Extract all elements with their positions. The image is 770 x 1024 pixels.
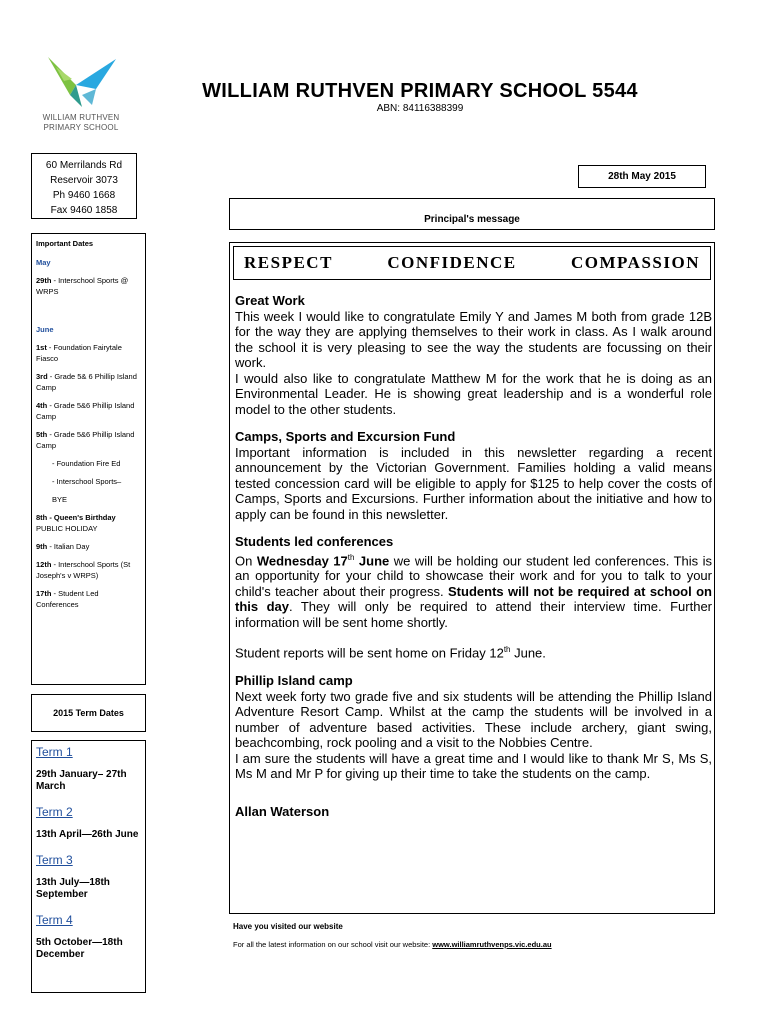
paragraph: On Wednesday 17th June we will be holding our student led conferences. This is an opportunity for your child to showcase their work and for you to talk to your child's teacher about their progress. Students will not be required at school on this day. They will only be required to attend their interview time. Further information will be sent home shortly. [235, 552, 713, 630]
paragraph: I would also like to congratulate Matthew M for the work that he is doing as an Environmental Leader. He is showing great leadership and is a wonderful role model to the other students. [235, 370, 712, 417]
address-suburb: Reservoir 3073 [50, 175, 118, 186]
date-sub-event: BYE [52, 495, 68, 504]
term-dates-title-box [31, 694, 146, 732]
term-4-range: 5th October—18th December [36, 937, 123, 960]
term-2-range: 13th April—26th June [36, 829, 139, 840]
month-label-june: June [36, 325, 54, 334]
section-title: Great Work [235, 293, 305, 308]
term-dates-title: 2015 Term Dates [53, 708, 124, 718]
school-title: WILLIAM RUTHVEN PRIMARY SCHOOL 5544 [202, 80, 638, 102]
date-event: 12th - Interschool Sports (St Joseph's v WRPS) [36, 560, 131, 580]
date-event: 8th - Queen's Birthday PUBLIC HOLIDAY [36, 513, 116, 533]
value-compassion: COMPASSION [571, 253, 700, 272]
website-description: For all the latest information on our school visit our website: [233, 940, 433, 949]
principal-message-body [229, 242, 715, 914]
date-event: 3rd - Grade 5& 6 Phillip Island Camp [36, 372, 137, 392]
term-2-link[interactable]: Term 2 [36, 805, 73, 819]
paragraph: Student reports will be sent home on Friday 12th June. [235, 645, 546, 661]
paragraph: Important information is included in this newsletter regarding a recent announcement by the Victorian Government. Families holding a valid means tested concession card will be eligible to apply for $125 to help cover the costs of Camps, Sports and Excursions. Further information about the initiative and how to apply can be found in this newsletter. [235, 444, 712, 522]
website-link[interactable]: www.williamruthvenps.vic.edu.au [432, 940, 552, 949]
section-conferences [235, 534, 712, 661]
address-street: 60 Merrilands Rd [45, 160, 123, 171]
important-dates-heading: Important Dates [36, 239, 94, 248]
important-dates-panel [31, 233, 146, 685]
date-event: 4th - Grade 5&6 Phillip Island Camp [36, 401, 135, 421]
section-title: Camps, Sports and Excursion Fund [235, 429, 456, 444]
abn-number: ABN: 84116388399 [376, 103, 464, 114]
section-camps-fund [235, 429, 712, 522]
date-event: 17th - Student Led Conferences [36, 589, 99, 609]
term-4-link[interactable]: Term 4 [36, 913, 73, 927]
address-box [31, 153, 137, 219]
school-logo [36, 55, 126, 135]
principal-signoff: Allan Waterson [235, 803, 330, 819]
newsletter-date: 28th May 2015 [578, 165, 706, 188]
logo-name-line2: PRIMARY SCHOOL [43, 123, 119, 132]
website-text [233, 940, 552, 949]
term-3-range: 13th July—18th September [36, 877, 110, 900]
month-label-may: May [36, 258, 51, 267]
paragraph: I am sure the students will have a great time and I would like to thank Mr S, Ms S, Ms M and Mr P for giving up their time to take the students on the camp. [235, 750, 712, 782]
value-respect: RESPECT [244, 253, 333, 272]
paragraph: This week I would like to congratulate Emily Y and James M both from grade 12B for the way they are applying themselves to their work in class. As I walk around the school it is very pleasing to see the way the students are focussing on their work. [235, 308, 712, 370]
school-values-banner [233, 246, 711, 280]
date-event: 1st - Foundation Fairytale Fiasco [36, 343, 122, 363]
term-1-range: 29th January– 27th March [36, 769, 127, 792]
section-title: Students led conferences [235, 534, 394, 549]
term-3-link[interactable]: Term 3 [36, 853, 73, 867]
date-event: 5th - Grade 5&6 Phillip Island Camp [36, 430, 135, 450]
section-great-work [235, 293, 712, 417]
date-event: 9th - Italian Day [36, 542, 90, 551]
section-title: Phillip Island camp [235, 673, 353, 689]
value-confidence: CONFIDENCE [387, 253, 517, 272]
date-event: 29th - Interschool Sports @ WRPS [36, 276, 129, 296]
date-sub-event: - Foundation Fire Ed [52, 459, 121, 468]
principal-message-header [229, 198, 715, 230]
logo-name-line1: WILLIAM RUTHVEN [42, 113, 120, 122]
principal-message-title: Principal's message [424, 214, 520, 225]
butterfly-logo-icon [36, 55, 126, 111]
website-title: Have you visited our website [233, 922, 343, 931]
message-content [235, 293, 712, 819]
address-phone: Ph 9460 1668 [52, 190, 116, 201]
address-fax: Fax 9460 1858 [50, 205, 118, 216]
paragraph: Next week forty two grade five and six students will be attending the Phillip Island Adventure Resort Camp. Whilst at the camp the students will be involved in a number of adventure based activities. These include archery, giant swing, beachcombing, rock pooling and a visit to the Nobbies Centre. [235, 688, 712, 751]
term-1-link[interactable]: Term 1 [36, 745, 73, 759]
section-phillip-island [235, 673, 712, 782]
term-dates-panel [31, 740, 146, 993]
date-sub-event: - Interschool Sports– [52, 477, 122, 486]
